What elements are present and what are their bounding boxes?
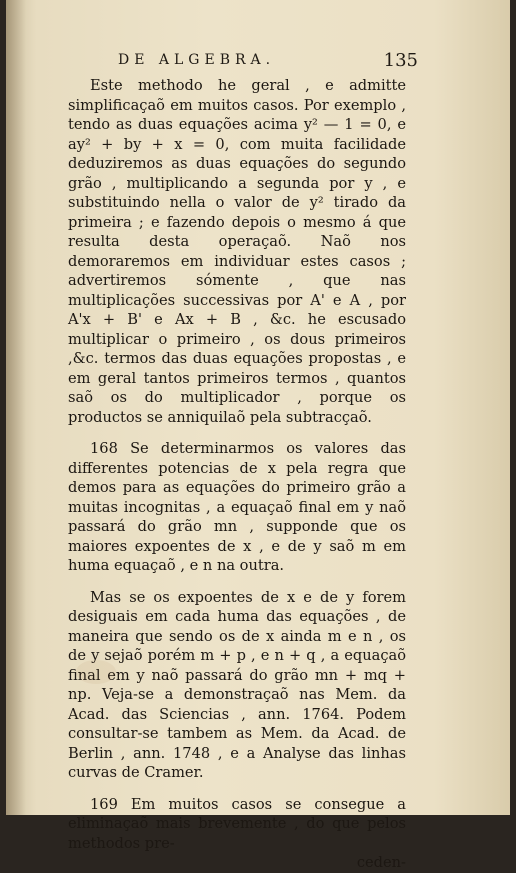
text-body (68, 76, 406, 873)
paragraph-169: 169 Em muitos casos se consegue a eliminaçaõ mais brevemente , do que pelos methodos pre- (68, 795, 406, 852)
page-number: 135 (383, 50, 418, 71)
book-page (6, 0, 510, 871)
paragraph-168: 168 Se determinarmos os valores das differentes potencias de x pela regra que demos para as equações do primeiro grão a muitas incognitas , a equaçaõ final em y naõ passará do grão mn , supponde que os maiores expoentes de x , e de y saõ m em huma equaçaõ , e n na outra. (68, 440, 406, 574)
paragraph-method: Este methodo he geral , e admitte simplificaçaõ em muitos casos. Por exemplo , tendo as duas equações acima y² — 1 = 0, e ay² + by + x = 0, com muita facilidade deduziremos as duas equações do segundo grão , multiplicando a segunda por y , e substituindo nella o valor de y² tirado da primeira ; e fazendo depois o mesmo á que resulta desta operaçaõ. Naõ nos demoraremos em individuar estes casos ; advertiremos sómente , que nas multiplicações successivas por A' e A , por A'x + B' e Ax + B , &c. he escusado multiplicar o primeiro , os dous primeiros ,&c. termos das duas equações propostas , e em geral tantos primeiros termos , quantos saõ os do multiplicador , porque os productos se anniquilaõ pela subtracçaõ. (68, 77, 406, 426)
running-title: DE ALGEBRA. (118, 52, 276, 68)
page-spine-shadow (6, 0, 26, 815)
running-header (118, 50, 418, 74)
paragraph-exponents: Mas se os expoentes de x e de y forem desiguais em cada huma das equações , de maneira que sendo os de x ainda m e n , os de y sejaõ porém m + p , e n + q , a equaçaõ final em y naõ passará do grão mn + mq + np. Veja-se a demonstraçaõ nas Mem. da Acad. das Sciencias , ann. 1764. Podem consultar-se tambem as Mem. da Acad. de Berlin , ann. 1748 , e a Analyse das linhas curvas de Cramer. (68, 588, 406, 781)
catchword: ceden- (356, 854, 406, 871)
paper-stain (76, 660, 116, 684)
